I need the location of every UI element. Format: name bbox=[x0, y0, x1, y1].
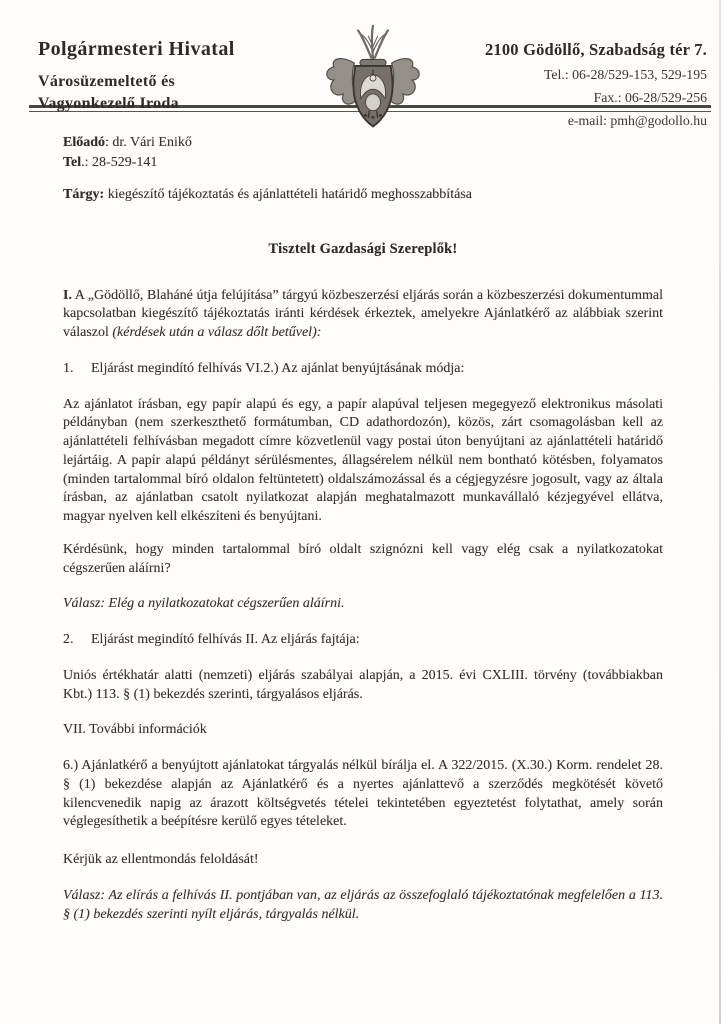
fax-line: Fax.: 06-28/529-256 bbox=[593, 89, 707, 105]
clerk-phone-label: Tel bbox=[63, 154, 82, 170]
letterhead-office-block bbox=[38, 30, 314, 114]
department-line-2: Vagyonkezelő Iroda bbox=[38, 94, 179, 112]
contradiction-request: Kérjük az ellentmondás feloldását! bbox=[63, 852, 259, 868]
subject-value: kiegészítő tájékoztatás és ajánlattételi határidő meghosszabbítása bbox=[104, 186, 472, 202]
clerk-value: : dr. Vári Enikő bbox=[105, 135, 192, 150]
office-name: Polgármesteri Hivatal bbox=[38, 38, 235, 60]
question-2-body: Uniós értékhatár alatti (nemzeti) eljárás szabályai alapján, a 2015. évi CXLIII. törvény (továbbiakban Kbt.) 113. § (1) bekezdés szerinti, tárgyalásos eljárás. bbox=[63, 667, 663, 702]
letter-body bbox=[0, 112, 725, 924]
question-1-heading bbox=[63, 360, 663, 379]
intro-paragraph bbox=[63, 287, 663, 343]
intro-roman-numeral: I. bbox=[63, 287, 72, 303]
department-line-1: Városüzemeltető és bbox=[38, 73, 176, 90]
clerk-phone-value: .: 28-529-141 bbox=[81, 154, 158, 170]
phone-line: Tel.: 06-28/529-153, 529-195 bbox=[543, 67, 707, 82]
intro-italic-note: (kérdések után a válasz dőlt betűvel): bbox=[112, 325, 322, 341]
clerk-phone-line bbox=[63, 154, 663, 173]
question-2-heading bbox=[63, 631, 663, 650]
question-2-number: 2. bbox=[63, 632, 74, 648]
section-vii-paragraph: 6.) Ajánlatkérő a benyújtott ajánlatokat tárgyalás nélkül bírálja el. A 322/2015. (X.30.) Korm. rendelet 28. § (1) bekezdése alapján az Ajánlatkérő és a nyertes ajánlattevő a szerződés megkötését követő kilencvenedik napig az árazott költségvetés tételei tekintetében egyeztetést folytathat, amely során véglegesíthetik a beépítésre kerülő egyes tételeket. bbox=[63, 758, 663, 830]
salutation: Tisztelt Gazdasági Szereplők! bbox=[268, 241, 458, 258]
intro-text: A „Gödöllő, Blaháné útja felújítása” tárgyú közbeszerzési eljárás során a közbeszerzési dokumentummal kapcsolatban kiegészítő tájékoztatás iránti kérdések érkeztek, amelyekre Ajánlatkérő az alábbiak szerint válaszol bbox=[63, 287, 663, 341]
clerk-label: Előadó bbox=[63, 135, 106, 150]
coat-of-arms-container bbox=[314, 24, 432, 139]
subject-label: Tárgy: bbox=[63, 186, 105, 202]
subject-line bbox=[63, 186, 663, 205]
godollo-coat-of-arms-icon bbox=[317, 24, 429, 134]
question-1-answer: Válasz: Elég a nyilatkozatokat cégszerűen aláírni. bbox=[63, 596, 345, 612]
question-1-question: Kérdésünk, hogy minden tartalommal bíró oldalt szignózni kell vagy elég csak a nyilatkozatokat cégszerűen aláírni? bbox=[63, 541, 663, 576]
question-2-answer: Válasz: Az elírás a felhívás II. pontjában van, az eljárás az összefoglaló tájékoztatónak megfelelően a 113. § (1) bekezdés szerinti nyílt eljárás, tárgyalás nélkül. bbox=[63, 887, 663, 922]
letterhead bbox=[0, 0, 725, 128]
question-1-number: 1. bbox=[63, 360, 74, 376]
section-vii-heading: VII. További információk bbox=[63, 722, 207, 738]
question-1-body: Az ajánlatot írásban, egy papír alapú és egy, a papír alapúval teljesen megegyező elektronikus másolati példányban (nem szerkeszthető formátumban, CD adathordozón), közös, zárt csomagolásban kell az ajánlattételi felhívásban megadott címre közvetlenül vagy postai úton benyújtani az ajánlattételi határidő lejártáig. A papír alapú példányt sérülésmentes, állagsérelem nélkül nem bontható kötésben, folyamatos (minden tartalommal bíró oldalon feltüntetett) oldalszámozással és a cégjegyzésre jogosult, vagy az általa írásban, az ajánlatban csatolt nyilatkozat alapján meghatalmazott munkavállaló kézjegyével ellátva, magyar nyelven kell elkészíteni és benyújtani. bbox=[63, 396, 663, 525]
office-address: 2100 Gödöllő, Szabadság tér 7. bbox=[484, 40, 707, 59]
email-line: e-mail: pmh@godollo.hu bbox=[567, 112, 707, 128]
question-2-heading-text: Eljárást megindító felhívás II. Az eljárás fajtája: bbox=[91, 632, 360, 648]
scan-edge-artifact bbox=[719, 0, 721, 1024]
question-1-heading-text: Eljárást megindító felhívás VI.2.) Az ajánlat benyújtásának módja: bbox=[91, 360, 465, 376]
letterhead-contact-block bbox=[432, 30, 708, 135]
